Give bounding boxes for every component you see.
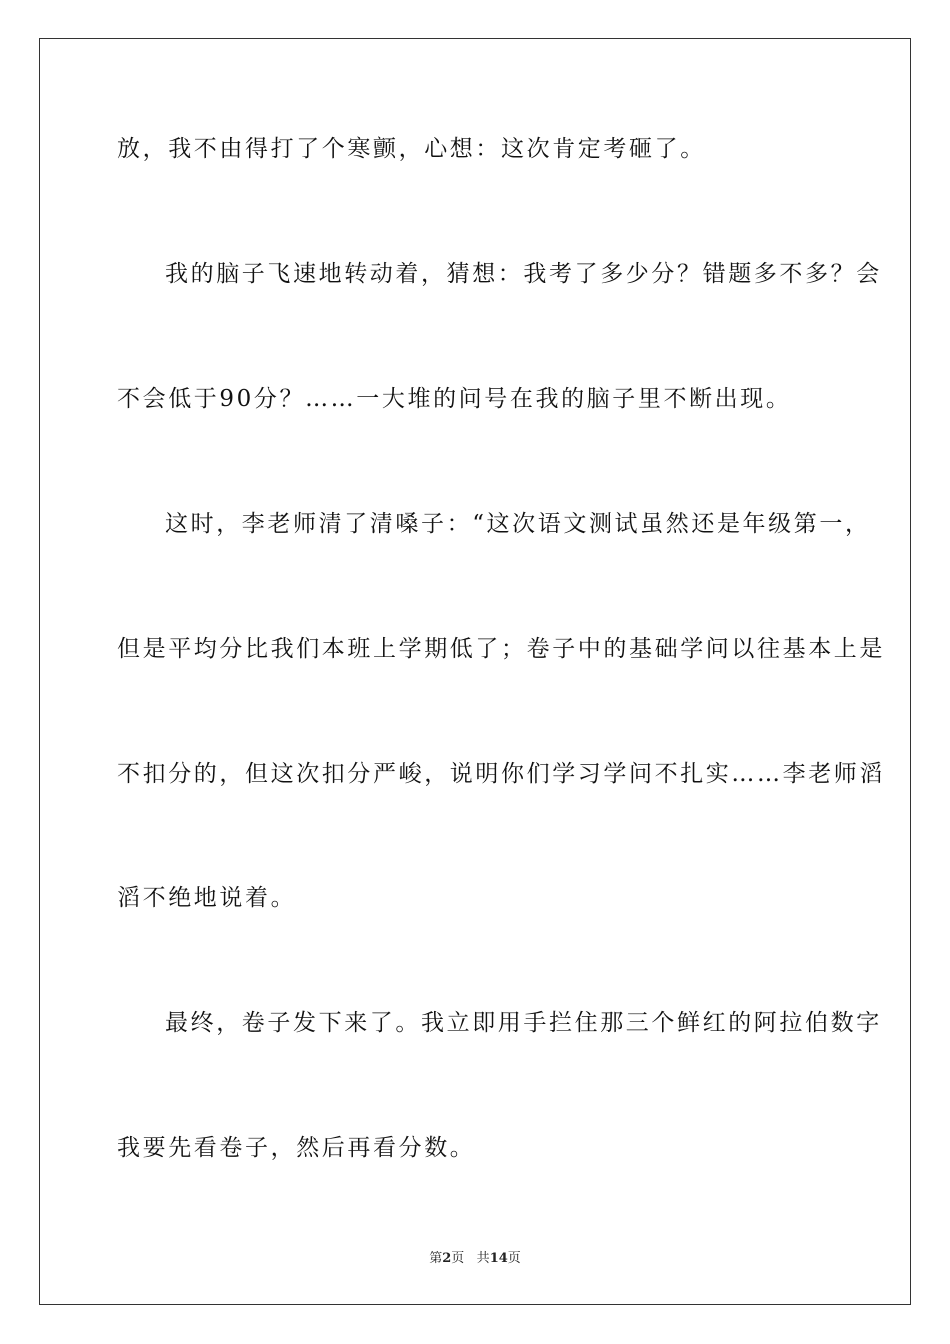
text-line: 放，我不由得打了个寒颤，心想：这次肯定考砸了。 (117, 136, 706, 162)
page-number-prefix: 第 (429, 1251, 443, 1266)
page-border (39, 38, 911, 1305)
page-number: 2 (442, 1251, 452, 1266)
text-line: 我要先看卷子，然后再看分数。 (117, 1135, 476, 1161)
text-line: 这时，李老师清了清嗓子：“这次语文测试虽然还是年级第一， (165, 511, 871, 537)
page-footer (0, 1247, 950, 1266)
page-number-suffix: 页 (451, 1251, 465, 1266)
total-pages-prefix: 共 (476, 1251, 490, 1266)
text-line: 最终，卷子发下来了。我立即用手拦住那三个鲜红的阿拉伯数字 (165, 1010, 882, 1036)
text-line: 但是平均分比我们本班上学期低了；卷子中的基础学问以往基本上是 (117, 636, 885, 662)
text-line: 不会低于90分？……一大堆的问号在我的脑子里不断出现。 (117, 386, 792, 412)
text-line: 不扣分的，但这次扣分严峻，说明你们学习学问不扎实……李老师滔 (117, 761, 885, 787)
text-line: 滔不绝地说着。 (117, 885, 297, 911)
text-line: 我的脑子飞速地转动着，猜想：我考了多少分？错题多不多？会 (165, 261, 882, 287)
total-pages-suffix: 页 (507, 1251, 521, 1266)
total-pages: 14 (489, 1251, 508, 1266)
